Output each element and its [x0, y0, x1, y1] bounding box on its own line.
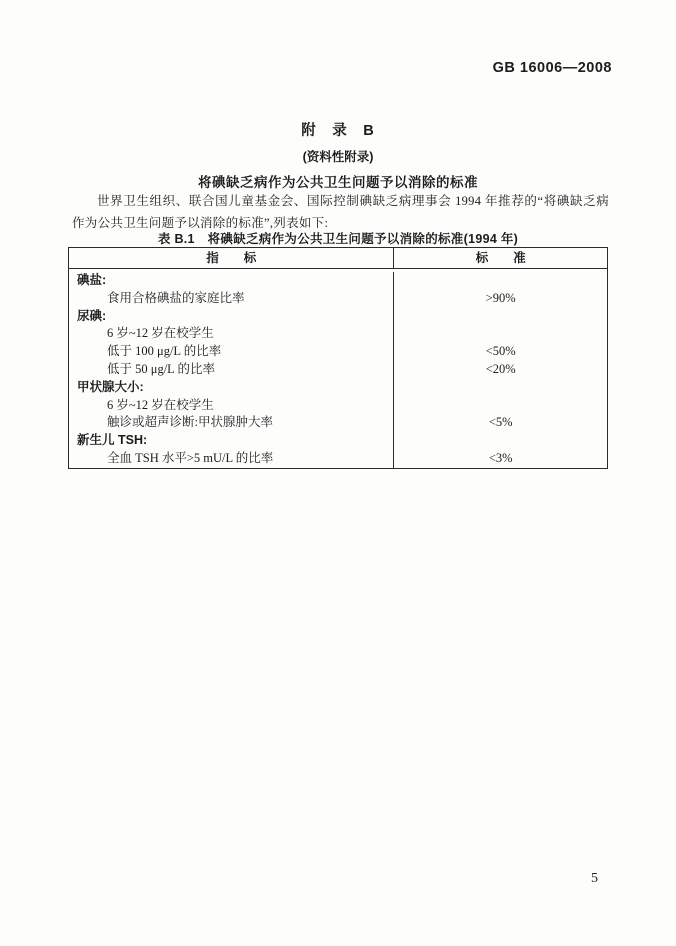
- appendix-title-block: [0, 119, 676, 191]
- table-row: [69, 361, 607, 379]
- row-standard: <3%: [488, 450, 513, 465]
- table-row: [69, 379, 607, 397]
- row-standard: [394, 308, 607, 326]
- table-row: [69, 432, 607, 450]
- col-header-standard: 标 准: [475, 251, 526, 265]
- table-row: [69, 290, 607, 308]
- row-indicator: 低于 100 μg/L 的比率: [69, 343, 394, 361]
- table-caption: 表 B.1 将碘缺乏病作为公共卫生问题予以消除的标准(1994 年): [157, 232, 519, 246]
- row-indicator: 低于 50 μg/L 的比率: [69, 361, 394, 379]
- page-number: 5: [591, 871, 598, 886]
- row-standard: [394, 325, 607, 343]
- table-row: [69, 450, 607, 468]
- appendix-type-note: (资料性附录): [302, 150, 374, 164]
- row-standard: >90%: [485, 290, 516, 305]
- row-standard: <5%: [488, 415, 513, 430]
- row-indicator: 触诊或超声诊断:甲状腺肿大率: [69, 414, 394, 432]
- row-indicator: 6 岁~12 岁在校学生: [69, 325, 394, 343]
- intro-paragraph: 世界卫生组织、联合国儿童基金会、国际控制碘缺乏病理事会 1994 年推荐的“将碘缺乏病作为公共卫生问题予以消除的标准”,列表如下:: [72, 194, 609, 230]
- row-indicator: 尿碘:: [69, 308, 394, 326]
- table-row: [69, 325, 607, 343]
- row-indicator: 碘盐:: [69, 272, 394, 290]
- table-row: [69, 414, 607, 432]
- table-row: [69, 308, 607, 326]
- row-indicator: 全血 TSH 水平>5 mU/L 的比率: [69, 450, 394, 468]
- table-header-row: [69, 248, 607, 269]
- appendix-label: 附 录 B: [301, 123, 375, 139]
- col-header-indicator: 指 标: [69, 248, 394, 268]
- row-standard: [394, 397, 607, 415]
- table-row: [69, 397, 607, 415]
- row-indicator: 甲状腺大小:: [69, 379, 394, 397]
- row-standard: <20%: [485, 361, 516, 376]
- row-standard: [394, 272, 607, 290]
- row-standard: [394, 432, 607, 450]
- table-row: [69, 343, 607, 361]
- row-standard: <50%: [485, 344, 516, 359]
- row-indicator: 新生儿 TSH:: [69, 432, 394, 450]
- appendix-title: 将碘缺乏病作为公共卫生问题予以消除的标准: [198, 175, 478, 190]
- table-row: [69, 269, 607, 290]
- document-number: GB 16006—2008: [492, 60, 612, 76]
- row-indicator: 食用合格碘盐的家庭比率: [69, 290, 394, 308]
- row-standard: [394, 379, 607, 397]
- row-indicator: 6 岁~12 岁在校学生: [69, 397, 394, 415]
- standards-table: [68, 247, 608, 469]
